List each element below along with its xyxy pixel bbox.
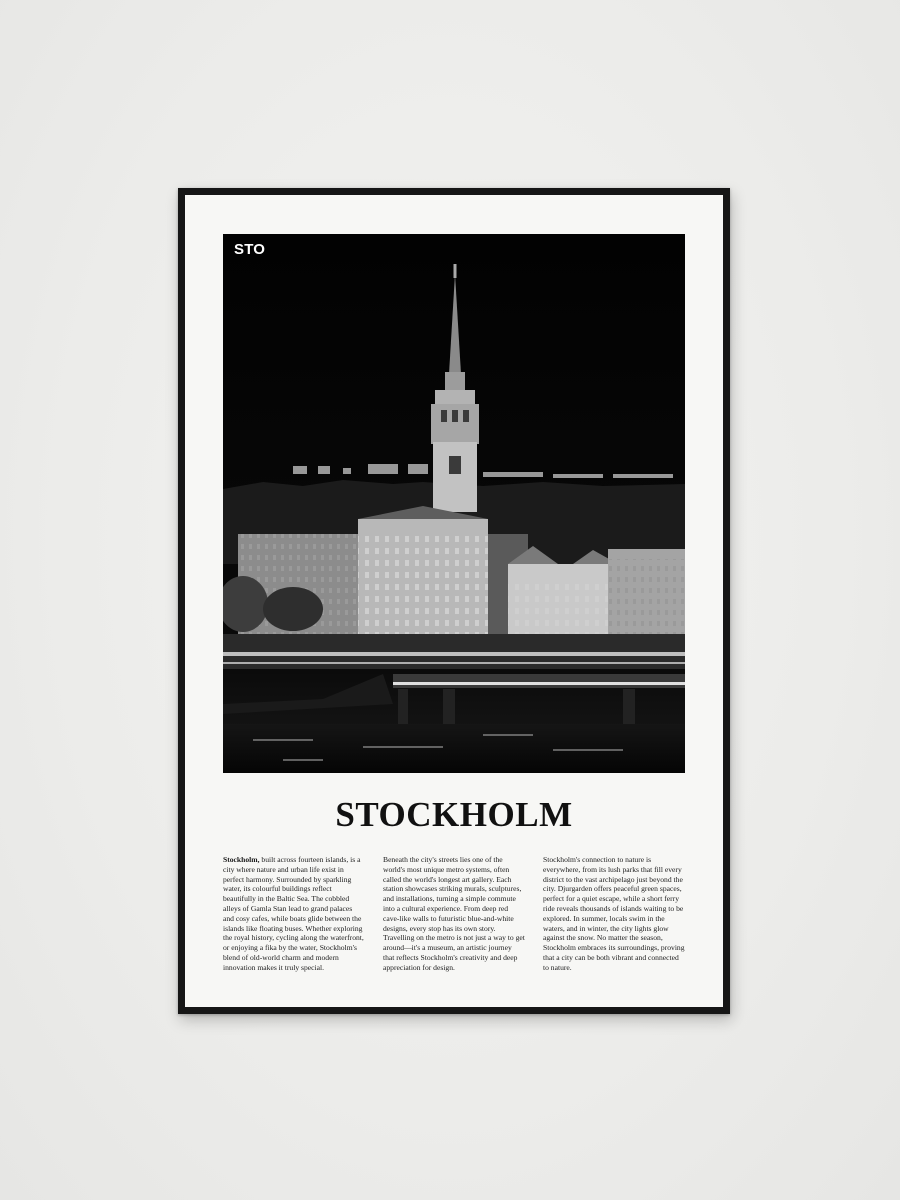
column-text: Beneath the city's streets lies one of the world's most unique metro systems, often called the world's longest art gallery. Each station showcases striking murals, sculptures, and installations, turning a simple commute into a cultural experience. From deep red cave-like walls to futuristic blue-and-white designs, every stop has its own story. Travelling on the metro is not just a way to get around—it's a museum, an artistic journey that reflects Stockholm's creativity and deep appreciation for design. — [383, 855, 525, 972]
text-column-2 — [383, 855, 525, 973]
column-text: built across fourteen islands, is a city where nature and urban life exist in perfect harmony. Surrounded by sparkling water, its colourful buildings reflect beautifully in the Baltic Sea. The cobbled alleys of Gamla Stan lead to grand palaces and cosy cafes, while boats glide between the islands like floating buses. Whether exploring the royal history, cycling along the waterfront, or enjoying a fika by the water, Stockholm's blend of old-world charm and modern innovation makes it truly special. — [223, 855, 364, 972]
column-lead: Stockholm, — [223, 855, 260, 864]
text-column-3 — [543, 855, 685, 973]
text-column-1 — [223, 855, 365, 973]
column-text: Stockholm's connection to nature is everywhere, from its lush parks that fill every district to the vast archipelago just beyond the city. Djurgarden offers peaceful green spaces, perfect for a quiet escape, while a short ferry ride reveals thousands of islands waiting to be explored. In summer, locals swim in the waters, and in winter, the city lights glow against the snow. No matter the season, Stockholm embraces its surroundings, proving that a city can be both vibrant and connected to nature. — [543, 855, 685, 972]
stockholm-night-photo — [223, 234, 685, 773]
city-code-label: STO — [234, 241, 266, 258]
poster-title: STOCKHOLM — [335, 795, 573, 834]
